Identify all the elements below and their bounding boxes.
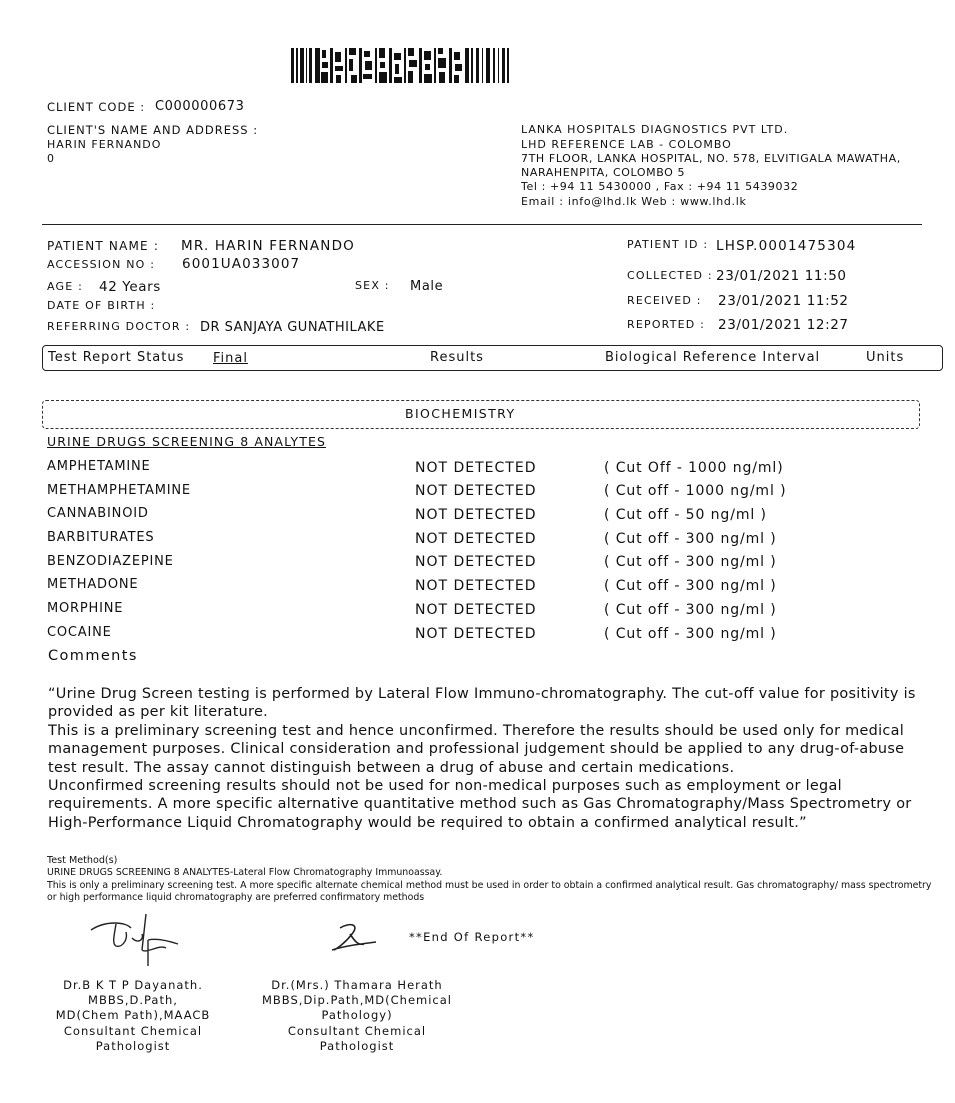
analyte-result: NOT DETECTED <box>415 602 537 618</box>
analyte-name: AMPHETAMINE <box>47 459 151 474</box>
patient-name-value: MR. HARIN FERNANDO <box>181 238 355 254</box>
lab-name: LANKA HOSPITALS DIAGNOSTICS PVT LTD. <box>521 123 789 136</box>
department-title: BIOCHEMISTRY <box>405 406 516 421</box>
lab-ref: LHD REFERENCE LAB - COLOMBO <box>521 138 732 151</box>
analyte-name: METHADONE <box>47 577 139 592</box>
reported-value: 23/01/2021 12:27 <box>718 317 849 333</box>
reported-label: REPORTED : <box>627 318 706 331</box>
sex-label: SEX : <box>355 279 390 292</box>
analyte-name: BARBITURATES <box>47 530 155 545</box>
analyte-reference: ( Cut off - 1000 ng/ml ) <box>604 483 787 499</box>
barcode-icon <box>291 48 509 83</box>
comments-text: “Urine Drug Screen testing is performed by Lateral Flow Immuno-chromatography. The cut-off value for positivity is provided as per kit literature. This is a preliminary screening test and hence unconfirmed. Therefore the results should be used only for medical management purposes. Clinical consideration and professional judgement should be applied to any drug-of-abuse test result. The assay cannot distinguish between a drug of abuse and certain medications. Unconfirmed screening results should not be used for non-medical purposes such as employment or legal requirements. A more specific alternative quantitative method such as Gas Chromatography/Mass Spectrometry or High-Performance Liquid Chromatography would be required to obtain a confirmed analytical result.” <box>48 686 916 831</box>
sex-value: Male <box>410 279 444 294</box>
analyte-result: NOT DETECTED <box>415 578 537 594</box>
client-name: HARIN FERNANDO <box>47 138 162 151</box>
test-method-line-2: This is only a preliminary screening test. A more specific alternate chemical method must be used in order to obtain a confirmed analytical result. Gas chromatography/ mass spectrometry or high performance liquid chromatography are preferred confirmatory methods <box>47 880 932 904</box>
analyte-result: NOT DETECTED <box>415 507 537 523</box>
collected-label: COLLECTED : <box>627 269 713 282</box>
client-address: 0 <box>47 152 55 165</box>
comments-heading: Comments <box>48 648 138 664</box>
reference-column-header: Biological Reference Interval <box>605 350 821 365</box>
analyte-reference: ( Cut off - 300 ng/ml ) <box>604 578 777 594</box>
patient-name-label: PATIENT NAME : <box>47 239 160 253</box>
accession-value: 6001UA033007 <box>182 256 301 272</box>
patient-id-label: PATIENT ID : <box>627 238 709 251</box>
analyte-result: NOT DETECTED <box>415 483 537 499</box>
lab-address-2: NARAHENPITA, COLOMBO 5 <box>521 166 686 179</box>
client-name-address-label: CLIENT'S NAME AND ADDRESS : <box>47 123 259 137</box>
age-label: AGE : <box>47 280 84 293</box>
lab-address-1: 7TH FLOOR, LANKA HOSPITAL, NO. 578, ELVITIGALA MAWATHA, <box>521 152 901 165</box>
analyte-reference: ( Cut off - 300 ng/ml ) <box>604 554 777 570</box>
analyte-name: METHAMPHETAMINE <box>47 483 191 498</box>
header-divider <box>42 224 922 225</box>
client-code-value: C000000673 <box>155 99 245 114</box>
test-method-line-1: URINE DRUGS SCREENING 8 ANALYTES-Lateral Flow Chromatography Immunoassay. <box>47 867 443 878</box>
lab-email: Email : info@lhd.lk Web : www.lhd.lk <box>521 195 747 208</box>
client-code-label: CLIENT CODE : <box>47 100 146 114</box>
dob-label: DATE OF BIRTH : <box>47 299 156 312</box>
analyte-result: NOT DETECTED <box>415 460 537 476</box>
report-status-value: Final <box>213 351 248 366</box>
referring-doctor-value: DR SANJAYA GUNATHILAKE <box>200 320 385 335</box>
patient-id-value: LHSP.0001475304 <box>716 238 857 254</box>
panel-title: URINE DRUGS SCREENING 8 ANALYTES <box>47 434 326 449</box>
analyte-result: NOT DETECTED <box>415 554 537 570</box>
signature-icon <box>330 920 380 954</box>
lab-phone: Tel : +94 11 5430000 , Fax : +94 11 5439032 <box>521 180 799 193</box>
report-status-label: Test Report Status <box>48 350 185 365</box>
signature-icon <box>86 910 186 972</box>
analyte-reference: ( Cut Off - 1000 ng/ml) <box>604 460 784 476</box>
signatory-2: Dr.(Mrs.) Thamara Herath MBBS,Dip.Path,MD(Chemical Pathology) Consultant Chemical Pathologist <box>262 978 452 1053</box>
analyte-result: NOT DETECTED <box>415 626 537 642</box>
analyte-reference: ( Cut off - 300 ng/ml ) <box>604 602 777 618</box>
results-column-header: Results <box>430 350 484 365</box>
received-value: 23/01/2021 11:52 <box>718 293 849 309</box>
age-value: 42 Years <box>99 279 161 295</box>
analyte-name: BENZODIAZEPINE <box>47 554 174 569</box>
signatory-1: Dr.B K T P Dayanath. MBBS,D.Path, MD(Chem Path),MAACB Consultant Chemical Pathologist <box>55 978 211 1053</box>
end-of-report: **End Of Report** <box>409 930 535 944</box>
units-column-header: Units <box>866 350 905 365</box>
accession-label: ACCESSION NO : <box>47 258 156 271</box>
analyte-reference: ( Cut off - 300 ng/ml ) <box>604 626 777 642</box>
analyte-name: COCAINE <box>47 625 112 640</box>
analyte-result: NOT DETECTED <box>415 531 537 547</box>
analyte-name: MORPHINE <box>47 601 124 616</box>
analyte-reference: ( Cut off - 50 ng/ml ) <box>604 507 767 523</box>
collected-value: 23/01/2021 11:50 <box>716 268 847 284</box>
received-label: RECEIVED : <box>627 294 702 307</box>
test-method-heading: Test Method(s) <box>47 855 118 866</box>
analyte-reference: ( Cut off - 300 ng/ml ) <box>604 531 777 547</box>
referring-doctor-label: REFERRING DOCTOR : <box>47 320 191 333</box>
analyte-name: CANNABINOID <box>47 506 149 521</box>
